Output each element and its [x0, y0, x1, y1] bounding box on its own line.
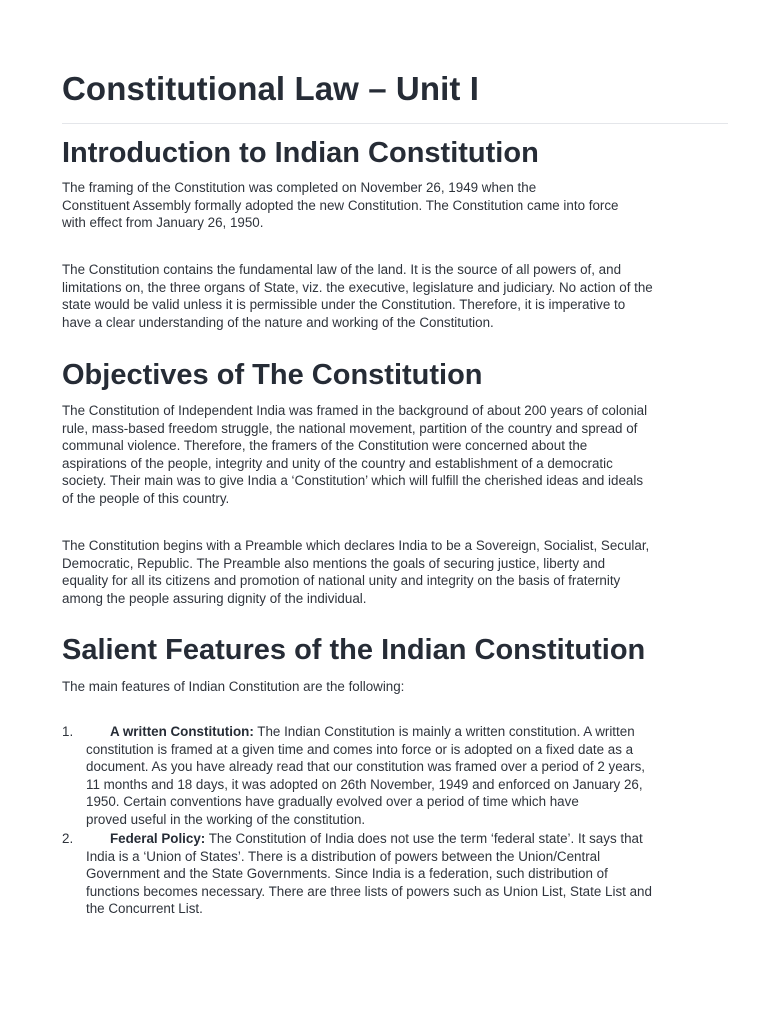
list-item-term: A written Constitution:: [110, 724, 254, 739]
text-line: 11 months and 18 days, it was adopted on 26th November, 1949 and enforced on January 26,: [86, 776, 643, 792]
section-heading-introduction: Introduction to Indian Constitution: [62, 137, 539, 169]
text-line: The Constitution contains the fundamental law of the land. It is the source of all powers of, and: [62, 262, 622, 277]
text-fragment: The Indian Constitution is mainly a written constitution. A written: [253, 724, 635, 739]
text-line: functions becomes necessary. There are three lists of powers such as Union List, State List and: [86, 883, 652, 899]
text-line: proved useful in the working of the constitution.: [86, 811, 366, 827]
text-line: [86, 830, 730, 848]
text-line: 1950. Certain conventions have gradually evolved over a period of time which have: [86, 794, 579, 810]
text-line: society. Their main was to give India a ‘Constitution’ which will fulfill the cherished ideas and ideals: [62, 473, 644, 489]
text-line: Democratic, Republic. The Preamble also mentions the goals of securing justice, liberty and: [62, 555, 606, 571]
list-item: [62, 723, 730, 829]
text-line: state would be valid unless it is permissible under the Constitution. Therefore, it is imperative to: [62, 297, 626, 313]
list-item-term: Federal Policy:: [110, 831, 206, 846]
title-divider: [62, 123, 728, 124]
text-line: have a clear understanding of the nature and working of the Constitution.: [62, 314, 494, 330]
list-number: 1.: [62, 724, 74, 739]
list-number: 2.: [62, 831, 74, 846]
section-heading-objectives: Objectives of The Constitution: [62, 359, 483, 391]
text-line: limitations on, the three organs of State, viz. the executive, legislature and judiciary. No action of the: [62, 279, 653, 295]
text-line: among the people assuring dignity of the individual.: [62, 590, 367, 606]
section-heading-salient-features: Salient Features of the Indian Constitution: [62, 634, 646, 666]
text-line: constitution is framed at a given time and comes into force or is adopted on a fixed date as a: [86, 741, 634, 757]
list-item: [62, 830, 730, 920]
text-line: The Constitution begins with a Preamble which declares India to be a Sovereign, Socialist, Secular,: [62, 538, 650, 553]
features-intro: [62, 678, 730, 696]
objectives-paragraph-1: [62, 402, 730, 508]
text-line: [86, 723, 730, 741]
text-line: communal violence. Therefore, the framers of the Constitution were concerned about the: [62, 438, 588, 454]
text-line: The Constitution of Independent India was framed in the background of about 200 years of colonial: [62, 403, 648, 418]
text-line: aspirations of the people, integrity and unity of the country and establishment of a democratic: [62, 455, 613, 471]
list-item-body: [86, 723, 730, 829]
text-line: the Concurrent List.: [86, 901, 203, 917]
text-line: with effect from January 26, 1950.: [62, 215, 264, 231]
text-line: The framing of the Constitution was completed on November 26, 1949 when the: [62, 180, 537, 195]
objectives-paragraph-2: [62, 537, 730, 607]
text-line: The main features of Indian Constitution are the following:: [62, 679, 405, 694]
intro-paragraph-1: [62, 179, 730, 232]
text-line: of the people of this country.: [62, 490, 230, 506]
intro-paragraph-2: [62, 261, 730, 331]
document-title: Constitutional Law – Unit I: [62, 70, 480, 107]
text-line: equality for all its citizens and promotion of national unity and integrity on the basis of fraternity: [62, 573, 621, 589]
text-line: rule, mass-based freedom struggle, the national movement, partition of the country and spread of: [62, 420, 638, 436]
text-line: document. As you have already read that our constitution was framed over a period of 2 years,: [86, 759, 645, 775]
text-line: Constituent Assembly formally adopted the new Constitution. The Constitution came into force: [62, 197, 619, 213]
text-line: Government and the State Governments. Since India is a federation, such distribution of: [86, 866, 608, 882]
text-fragment: The Constitution of India does not use the term ‘federal state’. It says that: [205, 831, 643, 846]
list-item-body: [86, 830, 730, 918]
text-line: India is a ‘Union of States’. There is a distribution of powers between the Union/Central: [86, 848, 601, 864]
